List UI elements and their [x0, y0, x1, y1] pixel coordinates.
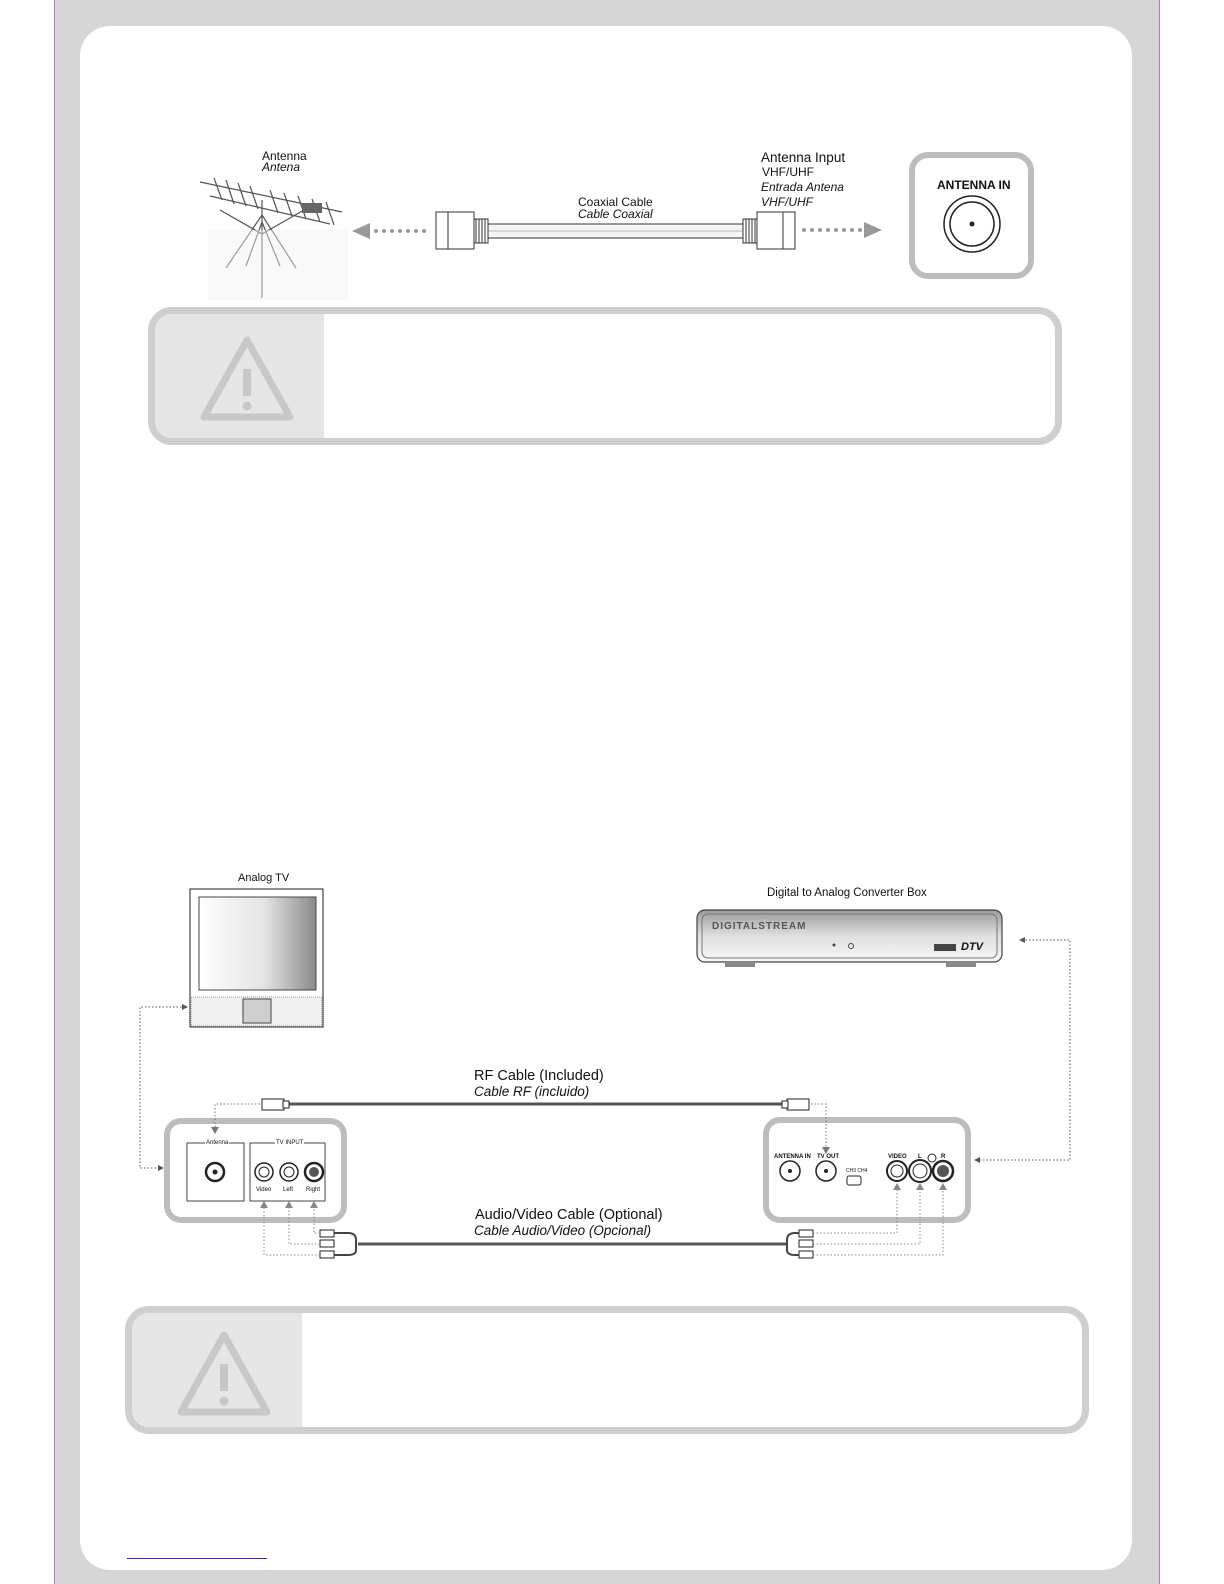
av-cable-label: Audio/Video Cable (Optional) — [475, 1207, 663, 1223]
box-panel-l-label: L — [918, 1154, 922, 1160]
antenna-input-label: Antenna Input — [761, 150, 846, 165]
rf-cable-label: RF Cable (Included) — [474, 1068, 604, 1084]
footer-link-underline[interactable] — [127, 1558, 267, 1559]
antenna-input-band: VHF/UHF — [762, 165, 814, 179]
converter-box-label: Digital to Analog Converter Box — [767, 887, 927, 899]
tv-panel-right-label: Right — [306, 1187, 321, 1193]
converter-box-icon — [697, 910, 1002, 967]
analog-tv-label: Analog TV — [238, 872, 290, 884]
tv-icon — [190, 889, 323, 1027]
box-panel-antenna-in-label: ANTENNA IN — [774, 1154, 811, 1160]
caution-icon-cell — [132, 1313, 302, 1427]
antenna-input-label-es: Entrada Antena — [761, 180, 844, 194]
box-link-dotted — [978, 940, 1070, 1160]
rf-cable — [262, 1099, 809, 1110]
coaxial-cable-label-es: Cable Coaxial — [578, 207, 653, 221]
caution-box-2 — [125, 1306, 1089, 1434]
box-panel-r-label: R — [941, 1154, 946, 1160]
rf-cable-label-es: Cable RF (incluido) — [474, 1084, 590, 1099]
antenna-in-port-title: ANTENNA IN — [937, 178, 1011, 192]
tv-panel-video-label: Video — [256, 1187, 272, 1193]
converter-dtv-badge: DTV — [961, 941, 983, 953]
box-panel-tv-out-label: TV OUT — [817, 1154, 839, 1160]
av-cable-label-es: Cable Audio/Video (Opcional) — [474, 1223, 652, 1238]
box-panel-video-label: VIDEO — [888, 1154, 907, 1160]
converter-brand: DIGITALSTREAM — [712, 921, 807, 932]
tv-panel-left-label: Left — [283, 1187, 294, 1193]
antenna-input-band-es: VHF/UHF — [761, 195, 813, 209]
antenna-label-es: Antena — [262, 160, 301, 174]
box-panel-ch-label: CH3 CH4 — [846, 1168, 868, 1174]
coaxial-cable-label: Coaxial Cable — [578, 195, 653, 209]
warning-icon — [132, 1313, 302, 1427]
antenna-label: Antenna — [262, 149, 307, 163]
tv-panel-input-label: TV INPUT — [276, 1140, 304, 1146]
tv-panel-antenna-label: Antenna — [206, 1140, 229, 1146]
